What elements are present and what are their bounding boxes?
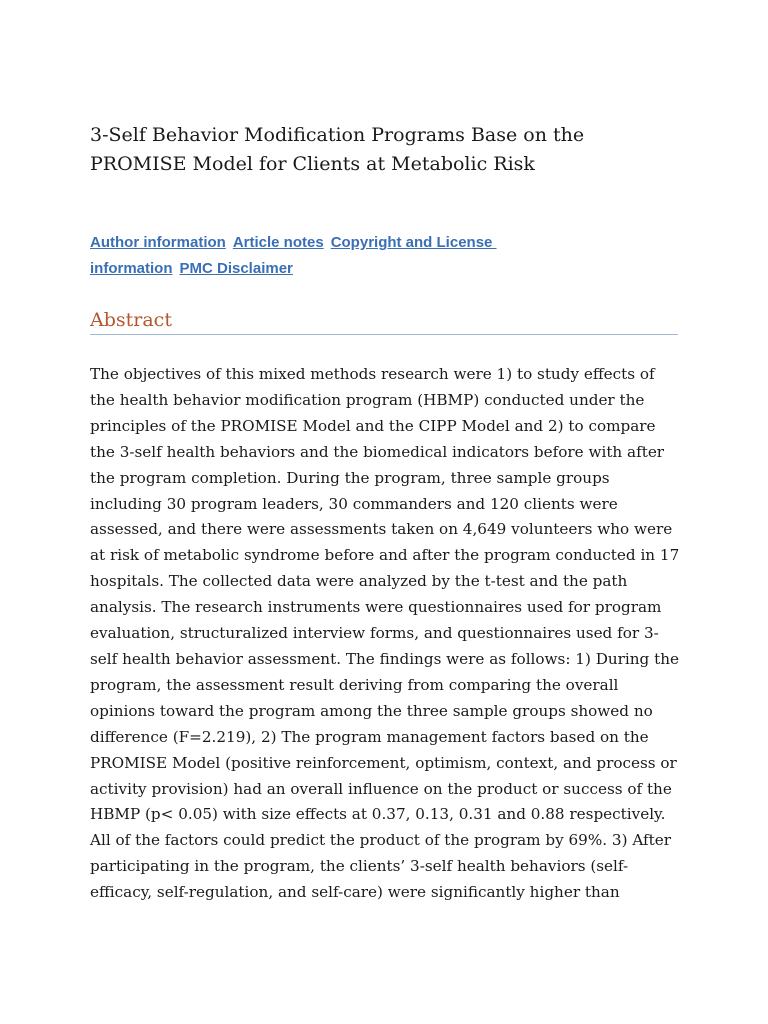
copyright-license-link[interactable]: Copyright and License information: [90, 234, 497, 277]
article-title: 3-Self Behavior Modification Programs Base on the PROMISE Model for Clients at Metabolic Risk: [90, 124, 585, 175]
article-notes-link[interactable]: Article notes: [232, 234, 324, 251]
article-links: [90, 230, 590, 282]
abstract-heading: Abstract: [90, 308, 678, 335]
pmc-disclaimer-link[interactable]: PMC Disclaimer: [179, 260, 293, 277]
abstract-paragraph: The objectives of this mixed methods research were 1) to study effects of the health behavior modification program (HBMP) conducted under the principles of the PROMISE Model and the CIPP Model and 2) to compare the 3-self health behaviors and the biomedical indicators before with after the program completion. During the program, three sample groups including 30 program leaders, 30 commanders and 120 clients were assessed, and there were assessments taken on 4,649 volunteers who were at risk of metabolic syndrome before and after the program conducted in 17 hospitals. The collected data were analyzed by the t-test and the path analysis. The research instruments were questionnaires used for program evaluation, structuralized interview forms, and questionnaires used for 3-self health behavior assessment. The findings were as follows: 1) During the program, the assessment result deriving from comparing the overall opinions toward the program among the three sample groups showed no difference (F=2.219), 2) The program management factors based on the PROMISE Model (positive reinforcement, optimism, context, and process or activity provision) had an overall influence on the product or success of the HBMP (p< 0.05) with size effects at 0.37, 0.13, 0.31 and 0.88 respectively. All of the factors could predict the product of the program by 69%. 3) After participating in the program, the clients’ 3-self health behaviors (self-efficacy, self-regulation, and self-care) were significantly higher than: [90, 365, 680, 902]
author-information-link[interactable]: Author information: [90, 234, 226, 251]
